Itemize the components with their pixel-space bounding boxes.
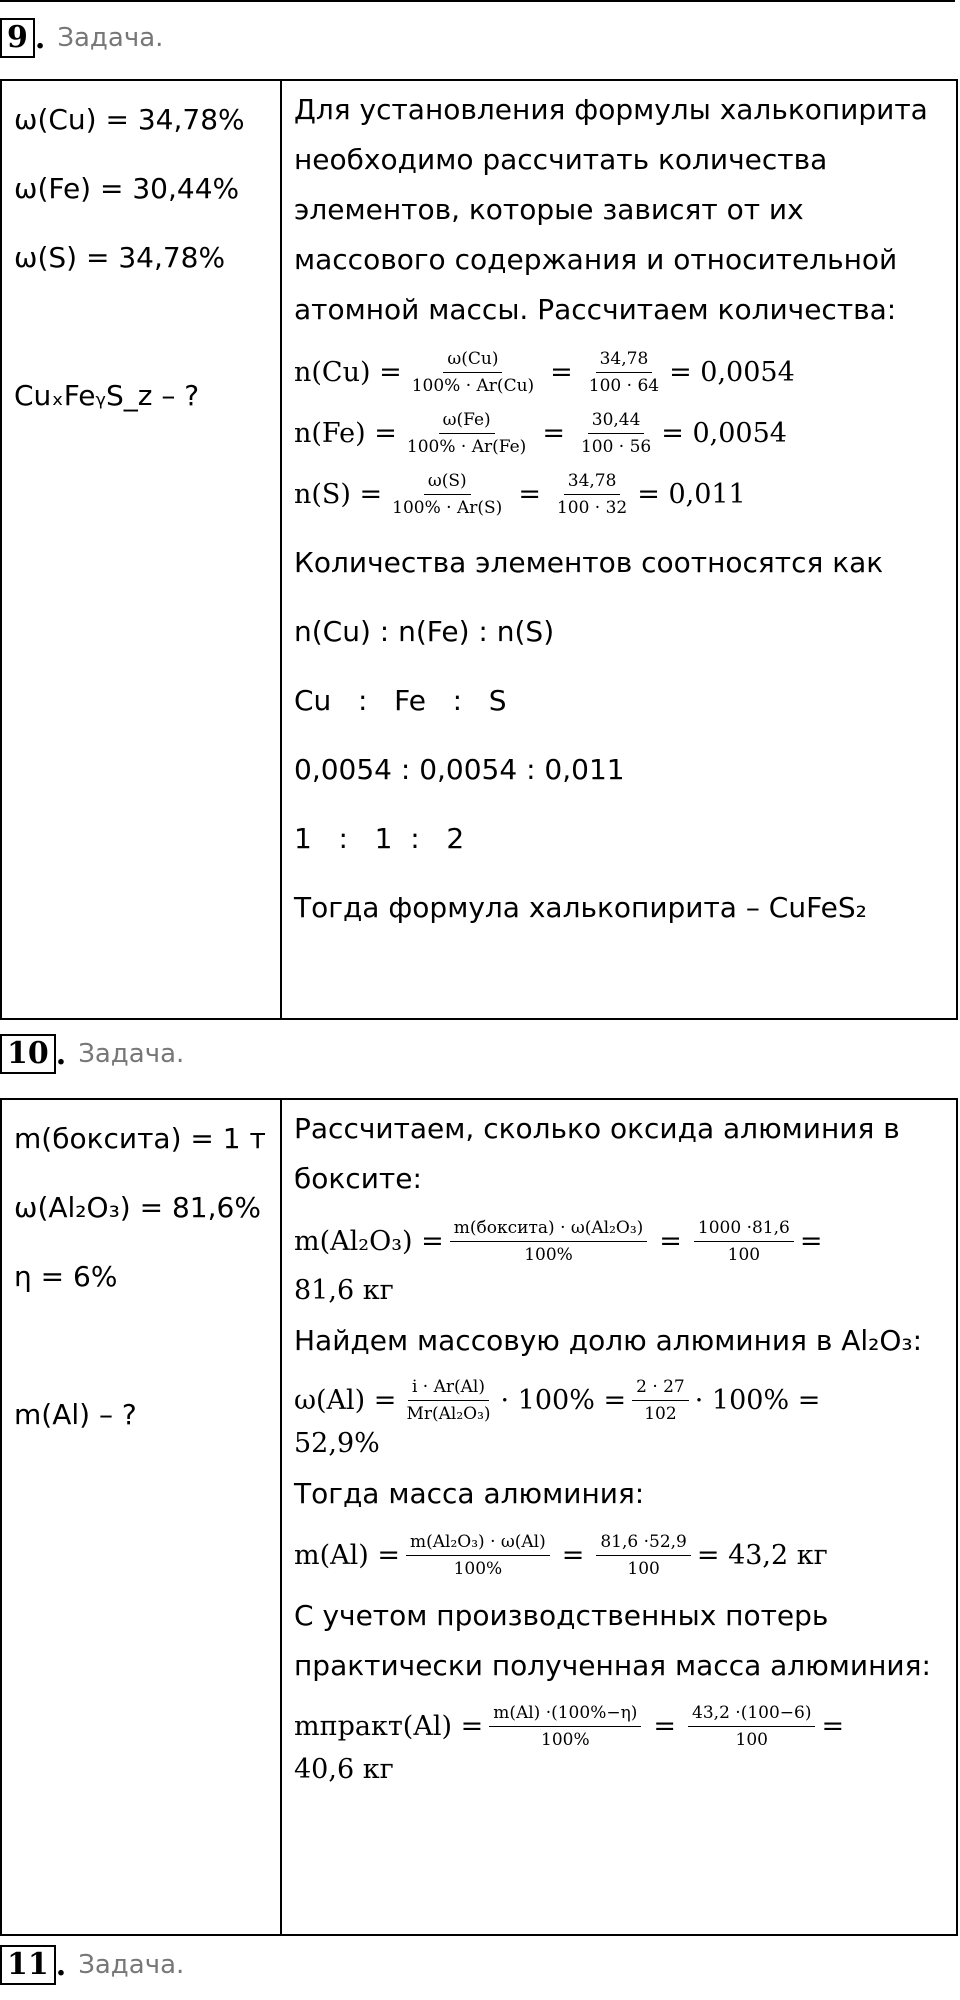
task-number: 11 — [0, 1945, 56, 1985]
task-label: Задача. — [78, 1950, 185, 1980]
ratio-expression: n(Cu) : n(Fe) : n(S) — [294, 615, 555, 648]
equation-n-s: n(S) = $\frac{\omega(S)}{100\% \cdot Ar(S)}$ = $\frac{34,78}{100 \cdot 32}$ = 0,011 — [294, 471, 746, 518]
task-header-9: 9 . Задача. — [0, 18, 163, 58]
given-column — [1, 80, 281, 1019]
given-item: η = 6% — [14, 1260, 118, 1293]
given-item: m(боксита) = 1 т — [14, 1122, 266, 1155]
task-number: 9 — [0, 18, 35, 58]
ratio-elements: Cu : Fe : S — [294, 684, 507, 717]
equation-m-pract: mпракт(Al) = $\frac{m(Al) \cdot(100\%-\eta)}{100\%}$ = $\frac{43,2 \cdot(100-6)}{100}$ = — [294, 1703, 845, 1750]
task-table-10 — [0, 1098, 958, 1936]
given-item: ω(S) = 34,78% — [14, 241, 226, 274]
conclusion: Тогда формула халькопирита – CuFeS₂ — [294, 891, 867, 924]
equation-w-al: ω(Al) = $\frac{i \cdot Ar(Al)}{\text{Mr(Al₂O₃)}}$ · 100% = $\frac{2 \cdot 27}{102}$ · 100% = — [294, 1377, 821, 1424]
given-item: ω(Cu) = 34,78% — [14, 103, 245, 136]
equation-result: 81,6 кг — [294, 1275, 394, 1306]
task-label: Задача. — [78, 1039, 185, 1069]
task-table-9 — [0, 79, 958, 1020]
task-label: Задача. — [57, 23, 164, 53]
equation-n-fe: n(Fe) = $\frac{\omega(Fe)}{100\% \cdot Ar(Fe)}$ = $\frac{30,44}{100 \cdot 56}$ = 0,0054 — [294, 410, 787, 457]
given-item: ω(Fe) = 30,44% — [14, 172, 240, 205]
equation-result: 40,6 кг — [294, 1754, 394, 1785]
given-column — [1, 1099, 281, 1935]
solution-column — [281, 1099, 957, 1935]
equation-m-al: m(Al) = $\frac{\text{m(Al₂O₃) · ω(Al)}}{100\%}$ = $\frac{81,6 \cdot 52,9}{100}$ = 43,2 кг — [294, 1532, 828, 1579]
solution-intro: Для установления формулы халькопирита необходимо рассчитать количества элементов, которые зависят от их массового содержания и относительной атомной массы. Рассчитаем количества: — [294, 93, 928, 326]
top-rule — [0, 0, 955, 2]
task-header-11: 11 . Задача. — [0, 1945, 184, 1985]
step-text: Тогда масса алюминия: — [294, 1477, 645, 1510]
find-item: CuₓFeᵧS_z – ? — [14, 379, 200, 412]
equation-result: 52,9% — [294, 1428, 380, 1459]
equation-n-cu: n(Cu) = $\frac{\omega(Cu)}{100\% \cdot Ar(Cu)}$ = $\frac{34,78}{100 \cdot 64}$ = 0,0054 — [294, 349, 795, 396]
ratio-intro: Количества элементов соотносятся как — [294, 546, 884, 579]
task-number: 10 — [0, 1034, 56, 1074]
find-item: m(Al) – ? — [14, 1398, 137, 1431]
ratio-integers: 1 : 1 : 2 — [294, 822, 465, 855]
given-item: ω(Al₂O₃) = 81,6% — [14, 1191, 261, 1224]
solution-column — [281, 80, 957, 1019]
step-text: Найдем массовую долю алюминия в Al₂O₃: — [294, 1324, 923, 1357]
ratio-values: 0,0054 : 0,0054 : 0,011 — [294, 753, 625, 786]
solution-intro: Рассчитаем, сколько оксида алюминия в боксите: — [294, 1112, 900, 1195]
equation-m-al2o3: m(Al₂O₃) = m(боксита) · ω(Al₂O₃) 100% = $\frac{1000 \cdot 81,6}{100}$ = — [294, 1218, 823, 1265]
task-header-10: 10 . Задача. — [0, 1034, 184, 1074]
step-text: С учетом производственных потерь практически полученная масса алюминия: — [294, 1599, 931, 1682]
